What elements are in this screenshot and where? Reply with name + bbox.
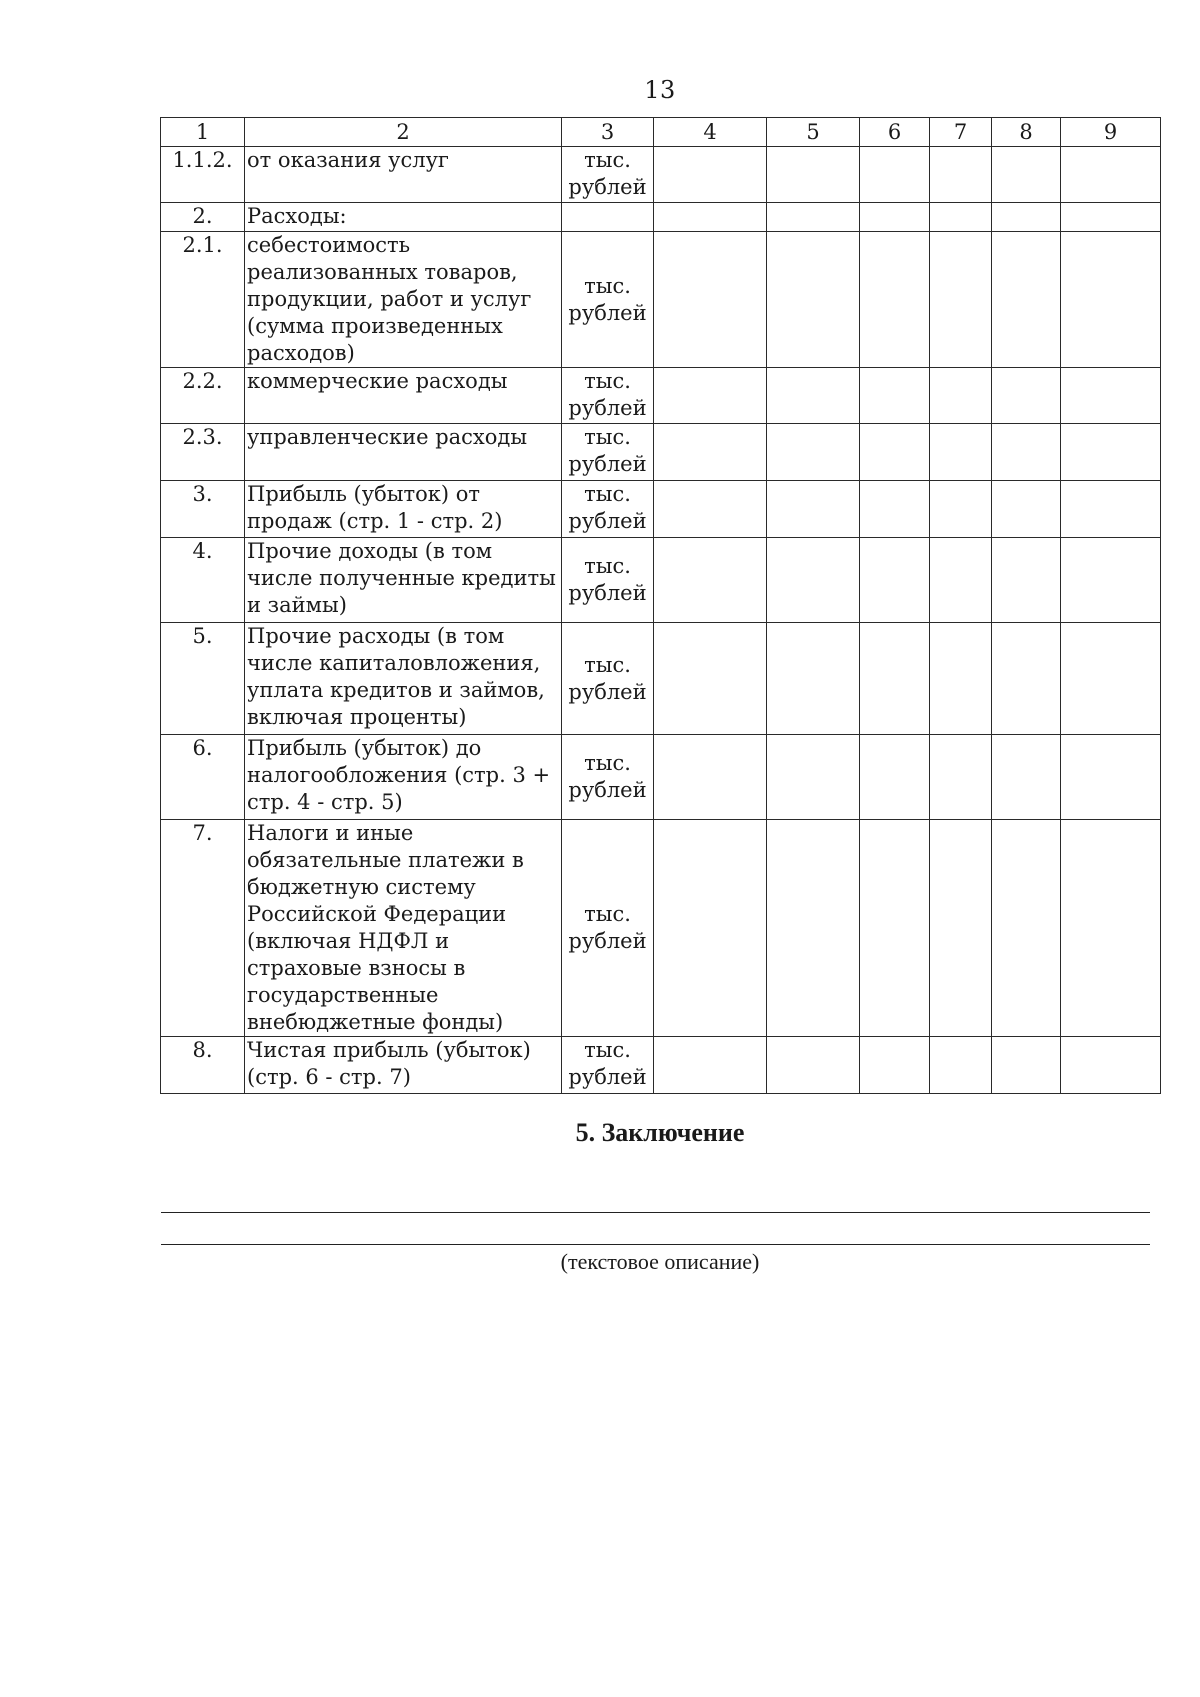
financial-results-table: [160, 117, 1161, 1094]
value-cell[interactable]: [992, 538, 1061, 623]
row-unit: тыс. рублей: [562, 538, 654, 623]
row-name: управленческие расходы: [245, 424, 562, 481]
value-cell[interactable]: [654, 1037, 767, 1094]
value-cell[interactable]: [767, 424, 860, 481]
row-number: 6.: [161, 735, 245, 820]
row-number: 2.: [161, 203, 245, 232]
value-cell[interactable]: [654, 481, 767, 538]
value-cell[interactable]: [767, 1037, 860, 1094]
table-header-row: [161, 118, 1161, 147]
value-cell[interactable]: [767, 538, 860, 623]
row-name: себестоимость реализованных товаров, продукции, работ и услуг (сумма произведенных расходов): [245, 232, 562, 368]
row-number: 2.1.: [161, 232, 245, 368]
value-cell[interactable]: [767, 623, 860, 735]
value-cell[interactable]: [860, 232, 930, 368]
value-cell[interactable]: [992, 735, 1061, 820]
value-cell[interactable]: [992, 232, 1061, 368]
row-unit: тыс. рублей: [562, 481, 654, 538]
value-cell[interactable]: [654, 735, 767, 820]
value-cell[interactable]: [992, 147, 1061, 203]
value-cell[interactable]: [1061, 623, 1161, 735]
row-number: 3.: [161, 481, 245, 538]
table-row: [161, 368, 1161, 424]
row-name: Прочие доходы (в том числе полученные кредиты и займы): [245, 538, 562, 623]
value-cell[interactable]: [654, 232, 767, 368]
table-row: [161, 1037, 1161, 1094]
row-unit: тыс. рублей: [562, 820, 654, 1037]
column-header: 6: [860, 118, 930, 147]
value-cell[interactable]: [1061, 203, 1161, 232]
row-number: 7.: [161, 820, 245, 1037]
table-row: [161, 481, 1161, 538]
value-cell[interactable]: [767, 232, 860, 368]
value-cell[interactable]: [930, 203, 992, 232]
value-cell[interactable]: [860, 623, 930, 735]
row-unit: [562, 203, 654, 232]
value-cell[interactable]: [992, 203, 1061, 232]
table-row: [161, 538, 1161, 623]
row-name: Прибыль (убыток) до налогообложения (стр. 3 + стр. 4 - стр. 5): [245, 735, 562, 820]
value-cell[interactable]: [1061, 538, 1161, 623]
page-number: 13: [644, 76, 676, 104]
row-name: Чистая прибыль (убыток) (стр. 6 - стр. 7): [245, 1037, 562, 1094]
value-cell[interactable]: [860, 820, 930, 1037]
value-cell[interactable]: [860, 1037, 930, 1094]
value-cell[interactable]: [992, 481, 1061, 538]
row-unit: тыс. рублей: [562, 232, 654, 368]
row-unit: тыс. рублей: [562, 735, 654, 820]
value-cell[interactable]: [860, 147, 930, 203]
row-unit: тыс. рублей: [562, 368, 654, 424]
value-cell[interactable]: [1061, 232, 1161, 368]
row-name: Прочие расходы (в том числе капиталовложения, уплата кредитов и займов, включая проценты): [245, 623, 562, 735]
column-header: 4: [654, 118, 767, 147]
column-header: 8: [992, 118, 1061, 147]
value-cell[interactable]: [1061, 424, 1161, 481]
column-header: 2: [245, 118, 562, 147]
column-header: 1: [161, 118, 245, 147]
conclusion-input-line[interactable]: [161, 1212, 1150, 1213]
column-header: 9: [1061, 118, 1161, 147]
value-cell[interactable]: [767, 481, 860, 538]
value-cell[interactable]: [930, 623, 992, 735]
table-row: [161, 147, 1161, 203]
value-cell[interactable]: [1061, 368, 1161, 424]
row-number: 2.2.: [161, 368, 245, 424]
row-number: 8.: [161, 1037, 245, 1094]
value-cell[interactable]: [1061, 820, 1161, 1037]
value-cell[interactable]: [930, 735, 992, 820]
value-cell[interactable]: [654, 538, 767, 623]
value-cell[interactable]: [930, 232, 992, 368]
value-cell[interactable]: [767, 735, 860, 820]
value-cell[interactable]: [860, 424, 930, 481]
value-cell[interactable]: [1061, 147, 1161, 203]
table-row: [161, 424, 1161, 481]
table-row: [161, 820, 1161, 1037]
row-unit: тыс. рублей: [562, 147, 654, 203]
value-cell[interactable]: [767, 368, 860, 424]
value-cell[interactable]: [654, 623, 767, 735]
value-cell[interactable]: [860, 368, 930, 424]
row-unit: тыс. рублей: [562, 623, 654, 735]
value-cell[interactable]: [930, 424, 992, 481]
conclusion-input-line[interactable]: [161, 1244, 1150, 1245]
value-cell[interactable]: [860, 735, 930, 820]
row-name: Налоги и иные обязательные платежи в бюджетную систему Российской Федерации (включая НДФЛ и страховые взносы в государственные внебюджетные фонды): [245, 820, 562, 1037]
row-name: Расходы:: [245, 203, 562, 232]
value-cell[interactable]: [1061, 735, 1161, 820]
row-unit: тыс. рублей: [562, 1037, 654, 1094]
value-cell[interactable]: [654, 203, 767, 232]
row-name: от оказания услуг: [245, 147, 562, 203]
value-cell[interactable]: [992, 820, 1061, 1037]
row-unit: тыс. рублей: [562, 424, 654, 481]
row-number: 1.1.2.: [161, 147, 245, 203]
value-cell[interactable]: [860, 538, 930, 623]
value-cell[interactable]: [1061, 481, 1161, 538]
value-cell[interactable]: [992, 1037, 1061, 1094]
row-name: Прибыль (убыток) от продаж (стр. 1 - стр. 2): [245, 481, 562, 538]
value-cell[interactable]: [992, 368, 1061, 424]
value-cell[interactable]: [930, 1037, 992, 1094]
value-cell[interactable]: [860, 481, 930, 538]
column-header: 3: [562, 118, 654, 147]
value-cell[interactable]: [654, 820, 767, 1037]
row-number: 4.: [161, 538, 245, 623]
value-cell[interactable]: [767, 820, 860, 1037]
value-cell[interactable]: [930, 481, 992, 538]
table-row: [161, 203, 1161, 232]
row-number: 2.3.: [161, 424, 245, 481]
row-name: коммерческие расходы: [245, 368, 562, 424]
row-number: 5.: [161, 623, 245, 735]
value-cell[interactable]: [654, 147, 767, 203]
value-cell[interactable]: [930, 538, 992, 623]
value-cell[interactable]: [767, 147, 860, 203]
table-row: [161, 735, 1161, 820]
value-cell[interactable]: [654, 368, 767, 424]
value-cell[interactable]: [860, 203, 930, 232]
value-cell[interactable]: [767, 203, 860, 232]
value-cell[interactable]: [930, 147, 992, 203]
value-cell[interactable]: [930, 820, 992, 1037]
table-row: [161, 232, 1161, 368]
column-header: 7: [930, 118, 992, 147]
value-cell[interactable]: [654, 424, 767, 481]
conclusion-caption: (текстовое описание): [560, 1249, 760, 1274]
value-cell[interactable]: [992, 424, 1061, 481]
value-cell[interactable]: [930, 368, 992, 424]
conclusion-heading: 5. Заключение: [575, 1118, 745, 1147]
value-cell[interactable]: [1061, 1037, 1161, 1094]
value-cell[interactable]: [992, 623, 1061, 735]
table-row: [161, 623, 1161, 735]
column-header: 5: [767, 118, 860, 147]
